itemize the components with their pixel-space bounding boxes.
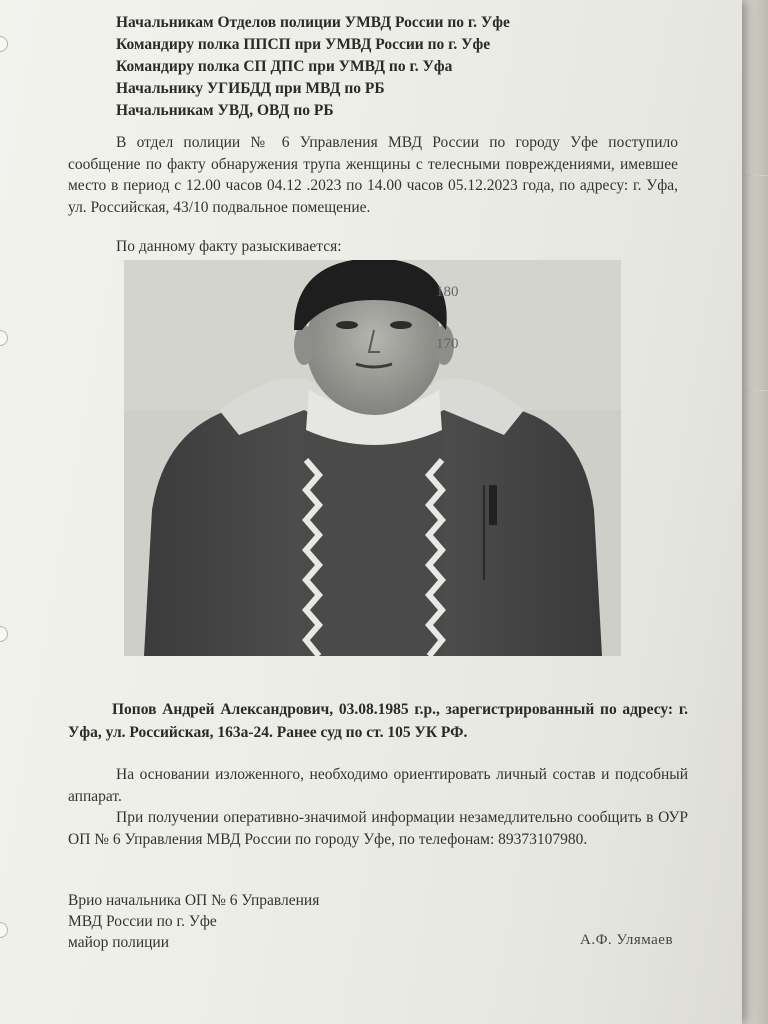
addressee-line: Начальникам УВД, ОВД по РБ <box>116 102 334 119</box>
addressee-line: Командиру полка ППСП при УМВД России по г. Уфе <box>116 36 491 53</box>
intro-paragraph: В отдел полиции № 6 Управления МВД России по городу Уфе поступило сообщение по факту обнаружения трупа женщины с телесными повреждениями, имевшее место в период с 12.00 часов 04.12 .2023 по 14.00 часов 05.12.2023 года, по адресу: г. Уфа, ул. Российская, 43/10 подвальное помещение. <box>68 134 678 216</box>
addressee-line: Командиру полка СП ДПС при УМВД по г. Уфа <box>116 58 453 75</box>
addressee-line: Начальникам Отделов полиции УМВД России по г. Уфе <box>116 14 510 31</box>
punch-hole <box>0 36 8 52</box>
instruction-text: На основании изложенного, необходимо ориентировать личный состав и подсобный аппарат. <box>68 766 688 805</box>
suspect-info <box>68 698 688 744</box>
height-mark: 170 <box>436 336 459 352</box>
signature-title <box>68 890 319 953</box>
suspect-photo <box>124 260 621 656</box>
addressee-block <box>116 12 510 122</box>
addressee-line: Начальнику УГИБДД при МВД по РБ <box>116 80 385 97</box>
signature-name: А.Ф. Улямаев <box>580 932 674 948</box>
signature-line: Врио начальника ОП № 6 Управления <box>68 892 320 909</box>
punch-hole <box>0 922 8 938</box>
punch-hole <box>0 626 8 642</box>
punch-hole <box>0 330 8 346</box>
contact-paragraph <box>68 807 688 850</box>
signature-line: МВД России по г. Уфе <box>68 913 217 930</box>
height-mark: 180 <box>436 284 459 300</box>
instruction-paragraph <box>68 764 688 807</box>
wanted-line: По данному факту разыскивается: <box>116 238 342 255</box>
suspect-portrait-image <box>124 260 621 656</box>
signature-line: майор полиции <box>68 934 170 951</box>
suspect-info-text: Попов Андрей Александрович, 03.08.1985 г.р., зарегистрированный по адресу: г. Уфа, ул. Российская, 163а-24. Ранее суд по ст. 105 УК РФ. <box>68 701 688 741</box>
contact-text: При получении оперативно-значимой информации незамедлительно сообщить в ОУР ОП № 6 Управления МВД России по городу Уфе, по телефонам: 89373107980. <box>68 809 688 848</box>
